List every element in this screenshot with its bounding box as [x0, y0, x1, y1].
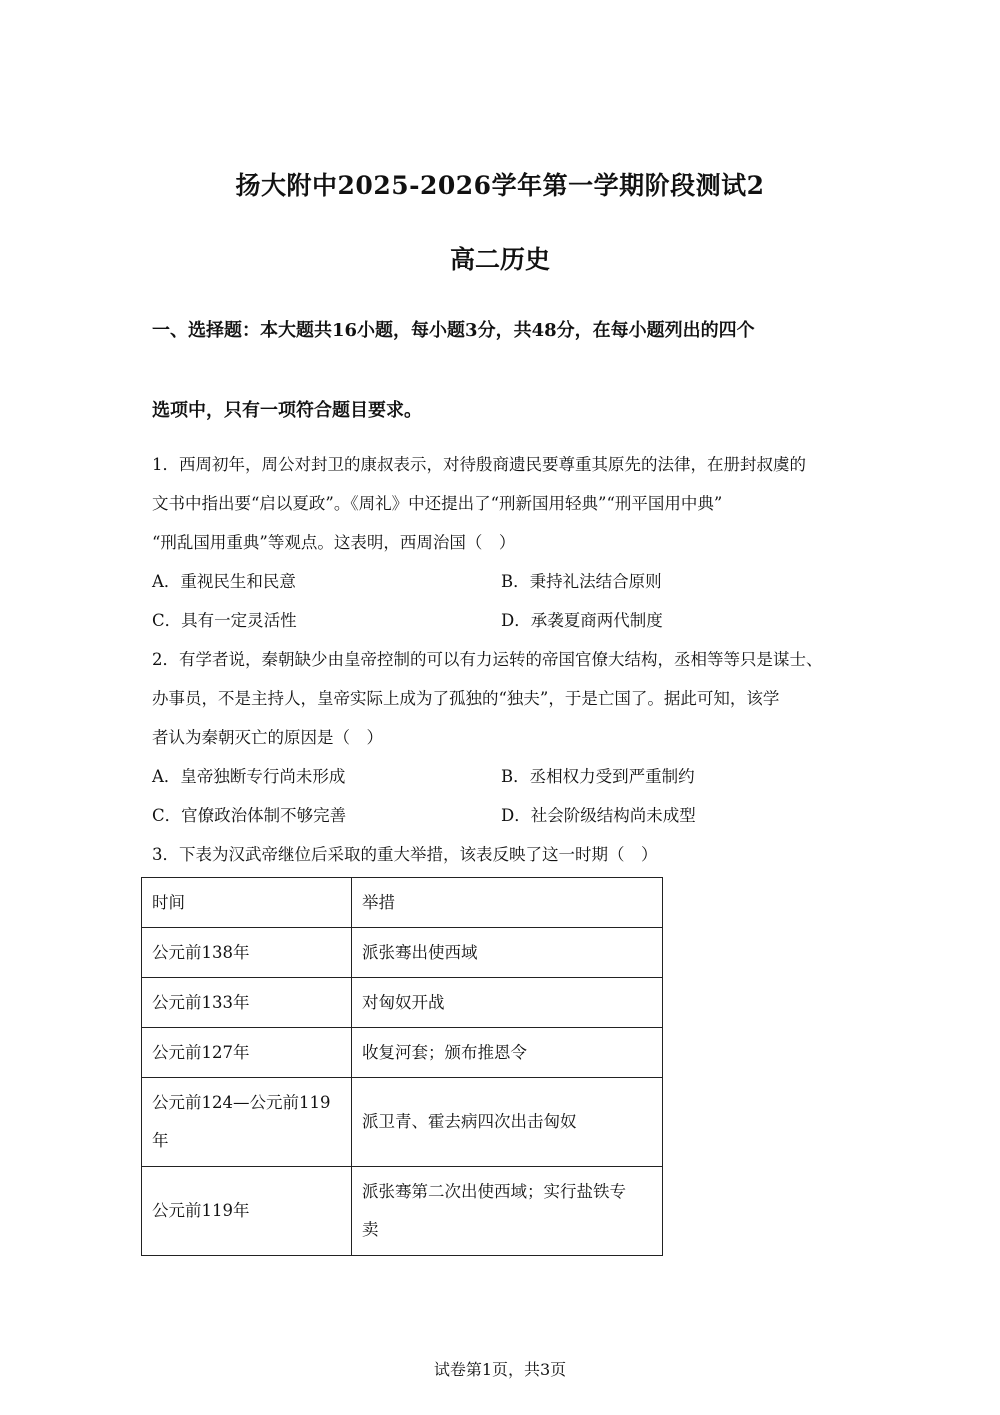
table-cell-measure: 派卫青、霍去病四次出击匈奴	[352, 1078, 663, 1167]
question-1-line-3: “刑乱国用重典”等观点。这表明，西周治国（ ）	[152, 533, 516, 552]
question-1-option-a: A．重视民生和民意	[152, 572, 296, 591]
table-cell-time: 公元前133年	[142, 978, 352, 1028]
section-heading-line-1: 一、选择题：本大题共16小题，每小题3分，共48分，在每小题列出的四个	[152, 320, 755, 341]
question-2-line-2: 办事员，不是主持人，皇帝实际上成为了孤独的“独夫”，于是亡国了。据此可知，该学	[152, 689, 780, 708]
table-cell-measure: 派张骞出使西域	[352, 928, 663, 978]
exam-subject: 高二历史	[449, 245, 550, 274]
question-1-option-b: B．秉持礼法结合原则	[501, 572, 662, 591]
table-cell-measure	[352, 1167, 663, 1256]
table-cell-time	[142, 1078, 352, 1167]
question-1-line-2: 文书中指出要“启以夏政”。《周礼》中还提出了“刑新国用轻典”“刑平国用中典”	[152, 494, 723, 513]
table-cell-time: 公元前119年	[142, 1167, 352, 1256]
question-2-line-3: 者认为秦朝灭亡的原因是（ ）	[152, 728, 383, 747]
question-2-option-b: B．丞相权力受到严重制约	[501, 767, 695, 786]
table-row	[142, 978, 663, 1028]
table-cell-time-line-2: 年	[152, 1131, 169, 1150]
table-cell-time: 公元前138年	[142, 928, 352, 978]
question-1-line-1: 1．西周初年，周公对封卫的康叔表示，对待殷商遗民要尊重其原先的法律，在册封叔虞的	[152, 455, 806, 474]
table-row	[142, 1028, 663, 1078]
question-1-option-c: C．具有一定灵活性	[152, 611, 297, 630]
exam-title: 扬大附中2025-2026学年第一学期阶段测试2	[235, 171, 765, 200]
table-cell-time: 公元前127年	[142, 1028, 352, 1078]
table-row	[142, 1078, 663, 1167]
table-cell-measure: 对匈奴开战	[352, 978, 663, 1028]
table-cell-measure-line-2: 卖	[362, 1220, 379, 1239]
table-header-measure: 举措	[352, 878, 663, 928]
table-cell-measure-line-1: 派张骞第二次出使西域；实行盐铁专	[362, 1182, 626, 1201]
question-2-option-c: C．官僚政治体制不够完善	[152, 806, 347, 825]
page-footer: 试卷第1页，共3页	[433, 1360, 567, 1379]
table-cell-time-line-1: 公元前124—公元前119	[152, 1093, 331, 1112]
question-2-option-a: A．皇帝独断专行尚未形成	[152, 767, 346, 786]
question-1-option-d: D．承袭夏商两代制度	[501, 611, 663, 630]
measures-table	[141, 877, 663, 1256]
table-row	[142, 1167, 663, 1256]
section-heading-line-2: 选项中，只有一项符合题目要求。	[152, 400, 422, 421]
question-2-option-d: D．社会阶级结构尚未成型	[501, 806, 696, 825]
table-header-time: 时间	[142, 878, 352, 928]
table-header-row	[142, 878, 663, 928]
table-row	[142, 928, 663, 978]
question-2-line-1: 2．有学者说，秦朝缺少由皇帝控制的可以有力运转的帝国官僚大结构，丞相等等只是谋士、	[152, 650, 823, 669]
table-cell-measure: 收复河套；颁布推恩令	[352, 1028, 663, 1078]
question-3-line-1: 3．下表为汉武帝继位后采取的重大举措，该表反映了这一时期（ ）	[152, 845, 658, 864]
